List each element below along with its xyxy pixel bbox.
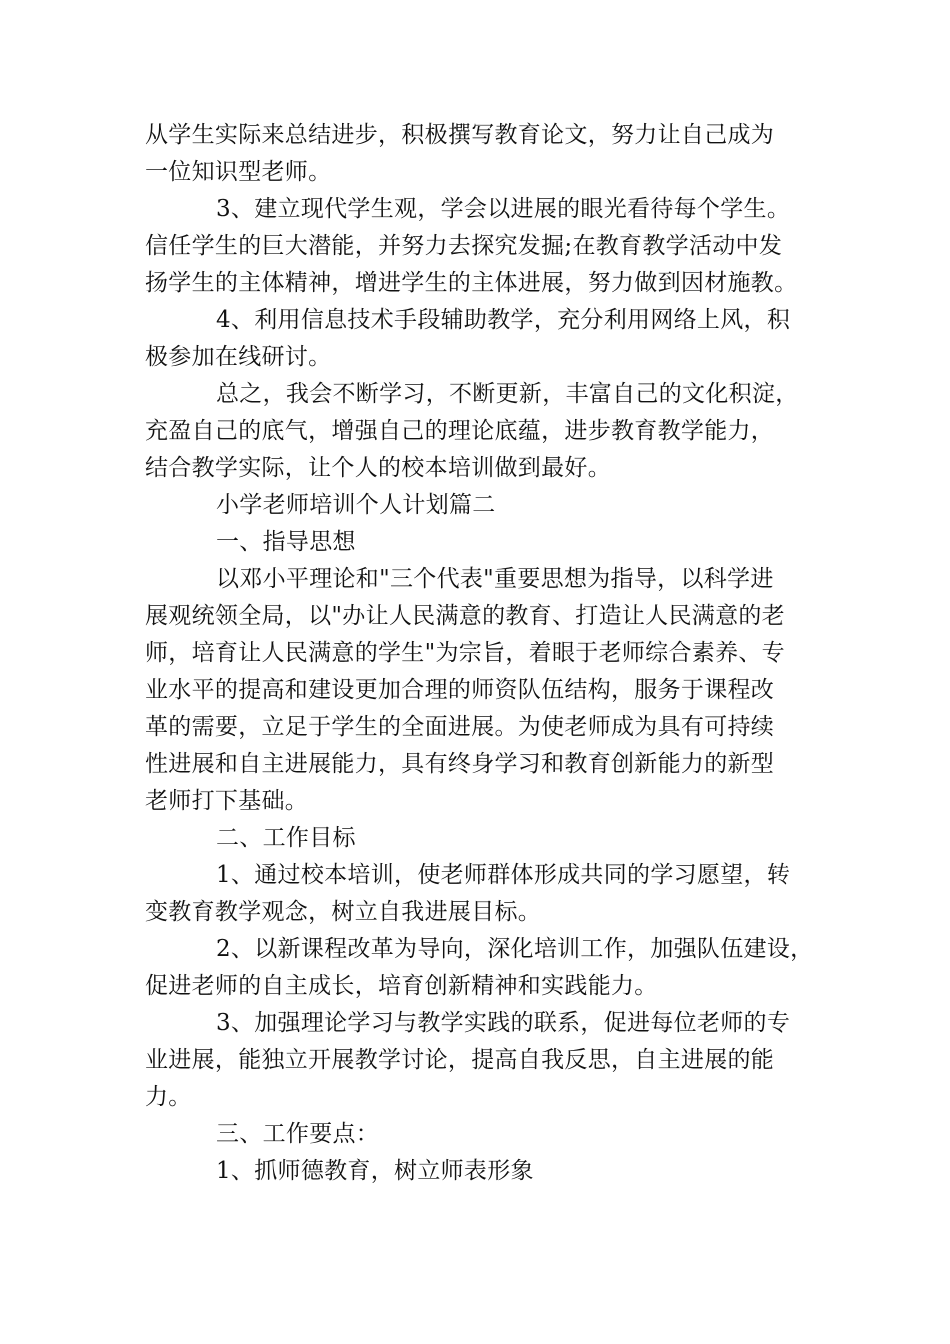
text-line: 展观统领全局，以"办让人民满意的教育、打造让人民满意的老	[145, 603, 785, 629]
text-line: 3、建立现代学生观，学会以进展的眼光看待每个学生。	[216, 196, 791, 222]
document-body	[145, 117, 825, 1190]
text-line: 从学生实际来总结进步，积极撰写教育论文，努力让自己成为	[145, 122, 775, 148]
text-line: 信任学生的巨大潜能，并努力去探究发掘;在教育教学活动中发	[145, 233, 783, 259]
text-line: 革的需要，立足于学生的全面进展。为使老师成为具有可持续	[145, 714, 775, 740]
text-line: 以邓小平理论和"三个代表"重要思想为指导，以科学进	[216, 566, 774, 592]
text-line: 老师打下基础。	[145, 788, 309, 814]
text-line: 1、抓师德教育，树立师表形象	[216, 1158, 534, 1184]
text-line: 总之，我会不断学习，不断更新，丰富自己的文化积淀，	[216, 381, 799, 407]
text-line: 充盈自己的底气，增强自己的理论底蕴，进步教育教学能力，	[145, 418, 775, 444]
text-line: 4、利用信息技术手段辅助教学，充分利用网络上风，积	[216, 307, 791, 333]
section-heading: 三、工作要点：	[216, 1121, 380, 1147]
section-title: 小学老师培训个人计划篇二	[216, 492, 496, 518]
text-line: 1、通过校本培训，使老师群体形成共同的学习愿望，转	[216, 862, 791, 888]
text-line: 结合教学实际，让个人的校本培训做到最好。	[145, 455, 611, 481]
text-line: 2、以新课程改革为导向，深化培训工作，加强队伍建设，	[216, 936, 814, 962]
text-line: 极参加在线研讨。	[145, 344, 332, 370]
section-heading: 二、工作目标	[216, 825, 356, 851]
text-line: 性进展和自主进展能力，具有终身学习和教育创新能力的新型	[145, 751, 775, 777]
text-line: 促进老师的自主成长，培育创新精神和实践能力。	[145, 973, 658, 999]
text-line: 扬学生的主体精神，增进学生的主体进展，努力做到因材施教。	[145, 270, 798, 296]
text-line: 变教育教学观念，树立自我进展目标。	[145, 899, 542, 925]
text-line: 业水平的提高和建设更加合理的师资队伍结构，服务于课程改	[145, 677, 775, 703]
text-line: 师，培育让人民满意的学生"为宗旨，着眼于老师综合素养、专	[145, 640, 785, 666]
text-line: 一位知识型老师。	[145, 159, 332, 185]
text-line: 力。	[145, 1084, 192, 1110]
section-heading: 一、指导思想	[216, 529, 356, 555]
text-line: 3、加强理论学习与教学实践的联系，促进每位老师的专	[216, 1010, 791, 1036]
text-line: 业进展，能独立开展教学讨论，提高自我反思，自主进展的能	[145, 1047, 775, 1073]
